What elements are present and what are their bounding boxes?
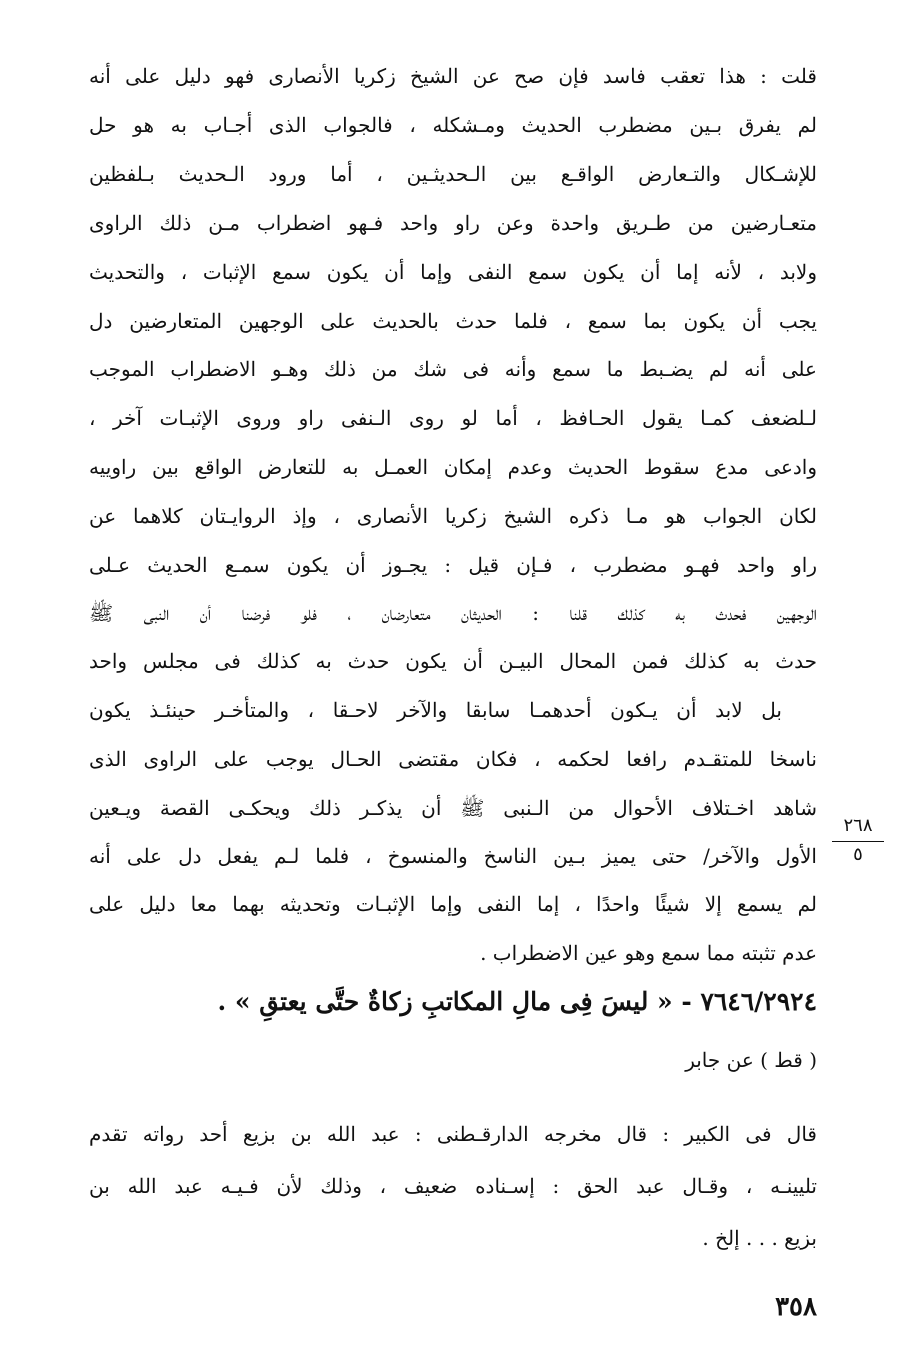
commentary-line: حدث به كذلك فمن المحال البيـن أن يكون حدث به كذلك فى مجلس واحد bbox=[89, 649, 817, 673]
commentary-line: ناسخا للمتقـدم رافعا لحكمه ، فكان مقتضى الحـال يوجب على الراوى الذى bbox=[89, 747, 817, 771]
commentary-line: لـلضعف كمـا يقول الحـافظ ، أما لو روى الـنفى راو وروى الإثبـات آخر ، bbox=[89, 406, 817, 430]
kabir-line: قال فى الكبير : قال مخرجه الدارقـطنى : عبد الله بن بزيع أحد رواته تقدم bbox=[89, 1122, 817, 1146]
commentary-line: بل لابد أن يـكون أحدهمـا سابقا والآخر لاحـقا ، والمتأخـر حينئـذ يكون bbox=[89, 698, 782, 722]
commentary-line: وادعى مدع سقوط الحديث وعدم إمكان العمـل به للتعارض الواقع بين راوييه bbox=[89, 455, 817, 479]
commentary-line: شاهد اخـتلاف الأحوال من الـنبى ﷺ أن يذكـر ذلك ويحكـى القصة ويـعين bbox=[89, 796, 817, 820]
kabir-line: بزيع . . . إلخ . bbox=[702, 1226, 817, 1250]
commentary-line: يجب أن يكون بما سمع ، فلما حدث بالحديث على الوجهين المتعارضين دل bbox=[89, 309, 817, 333]
kabir-line: تليينـه ، وقـال عبد الحق : إسـناده ضعيف ، وذلك لأن فـيـه عبد الله بن bbox=[89, 1174, 817, 1198]
page-number: ٣٥٨ bbox=[775, 1292, 817, 1322]
hadith-text: ٧٦٤٦/٢٩٢٤ - « ليسَ فِى مالِ المكاتبِ زكاةٌ حتَّى يعتقِ » . bbox=[217, 987, 817, 1016]
margin-reference-top: ٢٦٨ bbox=[843, 815, 873, 836]
commentary-line: على أنه لم يضـبط ما سمع وأنه فى شك من ذلك وهـو الاضطراب الموجب bbox=[89, 357, 817, 381]
margin-reference bbox=[832, 815, 884, 866]
margin-divider bbox=[832, 841, 884, 842]
margin-reference-bottom: ٥ bbox=[853, 844, 863, 865]
commentary-line: راو واحد فهـو مضطرب ، فـإن قيل : يجـوز أن يكون سمـع الحديث عـلى bbox=[89, 553, 817, 577]
commentary-line: لم يسمع إلا شيئًا واحدًا ، إما النفى وإما الإثبـات وتحديثه بهما معا دليل على bbox=[89, 892, 817, 916]
commentary-line: لكان الجواب هو مـا ذكره الشيخ زكريا الأنصارى ، وإذ الروايـتان كلاهما عن bbox=[89, 504, 817, 528]
commentary-line: عدم تثبته مما سمع وهو عين الاضطراب . bbox=[480, 941, 817, 965]
commentary-line: الوجهين فحدث به كذلك قلنا : الحديثان متعارضان ، فلو فرضنا أن النبى ﷺ bbox=[89, 601, 817, 625]
commentary-line: ولابد ، لأنه إما أن يكون سمع النفى وإما أن يكون سمع الإثبات ، والتحديث bbox=[89, 260, 817, 284]
commentary-line: للإشـكال والتـعارض الواقـع بين الـحديثـين ، أما ورود الـحديث بـلفظين bbox=[89, 162, 817, 186]
hadith-source: ( قط ) عن جابر bbox=[685, 1048, 817, 1072]
commentary-line: متعـارضين من طـريق واحدة وعن راو واحد فـهو اضطراب مـن ذلك الراوى bbox=[89, 211, 817, 235]
commentary-line: الأول والآخر/ حتى يميز بـين الناسخ والمنسوخ ، فلما لـم يفعل دل على أنه bbox=[89, 844, 817, 868]
commentary-line: قلت : هذا تعقب فاسد فإن صح عن الشيخ زكريا الأنصارى فهو دليل على أنه bbox=[89, 64, 817, 88]
commentary-line: لم يفرق بـين مضطرب الحديث ومـشكله ، فالجواب الذى أجـاب به هو حل bbox=[89, 113, 817, 137]
